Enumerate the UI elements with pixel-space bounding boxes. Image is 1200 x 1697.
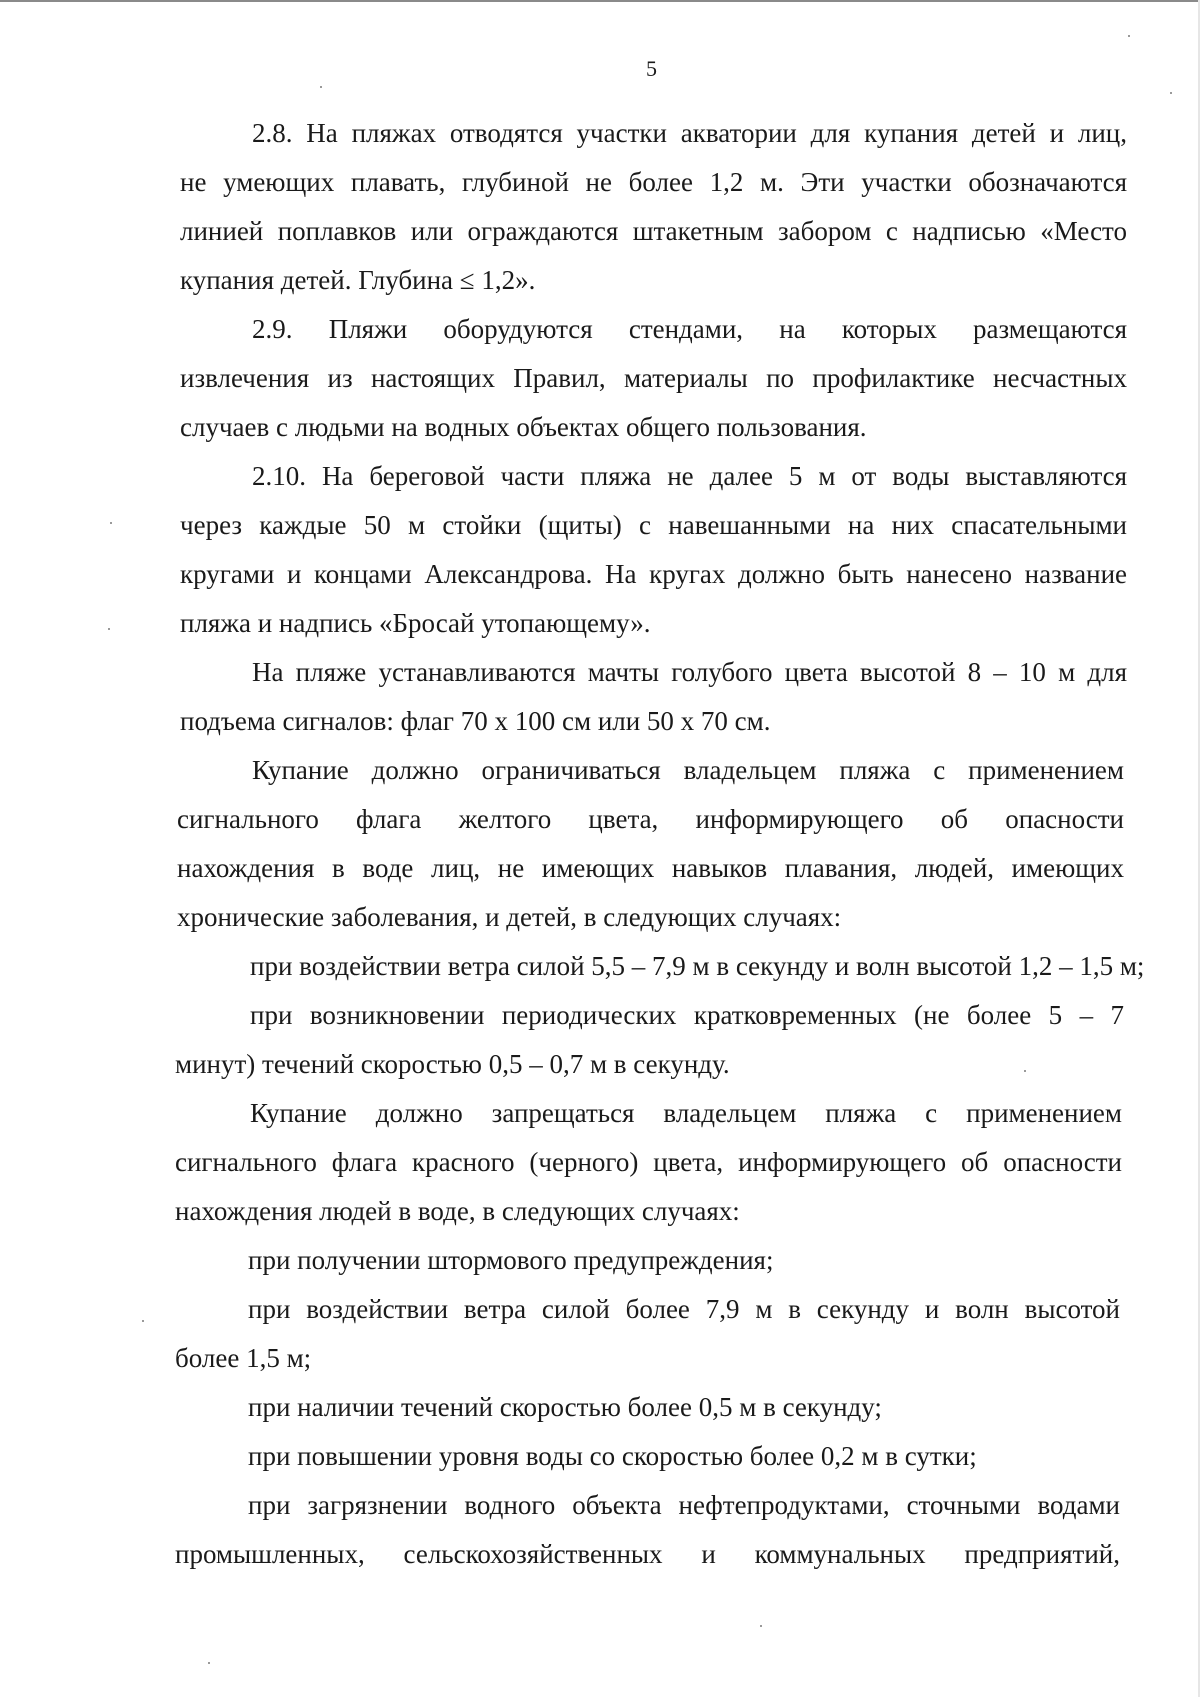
text-line: Купание должно запрещаться владельцем пляжа с применением	[250, 1098, 1122, 1128]
text-line: пляжа и надпись «Бросай утопающему».	[180, 608, 651, 638]
text-line: подъема сигналов: флаг 70 х 100 см или 50 х 70 см.	[180, 706, 771, 736]
text-line: 2.9. Пляжи оборудуются стендами, на которых размещаются	[252, 314, 1127, 344]
scan-speck	[1128, 35, 1130, 37]
text-line: хронические заболевания, и детей, в следующих случаях:	[177, 902, 842, 932]
scan-speck	[320, 86, 322, 88]
top-scan-border	[0, 0, 1200, 2]
text-line: сигнального флага красного (черного) цвета, информирующего об опасности	[175, 1147, 1122, 1177]
text-line: извлечения из настоящих Правил, материалы по профилактике несчастных	[180, 363, 1127, 393]
scan-speck	[1170, 92, 1172, 94]
text-line: 2.10. На береговой части пляжа не далее 5 м от воды выставляются	[252, 461, 1127, 491]
scan-speck	[108, 628, 110, 630]
text-line: Купание должно ограничиваться владельцем пляжа с применением	[252, 755, 1124, 785]
text-line: случаев с людьми на водных объектах общего пользования.	[180, 412, 867, 442]
text-line: при возникновении периодических кратковременных (не более 5 – 7	[250, 1000, 1124, 1030]
text-line: купания детей. Глубина ≤ 1,2».	[180, 265, 536, 295]
text-line: На пляже устанавливаются мачты голубого цвета высотой 8 – 10 м для	[252, 657, 1127, 687]
text-line: промышленных, сельскохозяйственных и коммунальных предприятий,	[175, 1539, 1120, 1569]
text-line: более 1,5 м;	[175, 1343, 312, 1373]
scan-speck	[110, 522, 112, 524]
scan-speck	[760, 1625, 762, 1627]
text-line: нахождения в воде лиц, не имеющих навыков плавания, людей, имеющих	[177, 853, 1124, 883]
text-line: не умеющих плавать, глубиной не более 1,2 м. Эти участки обозначаются	[180, 167, 1127, 197]
text-line: при получении штормового предупреждения;	[248, 1245, 774, 1275]
text-line: сигнального флага желтого цвета, информирующего об опасности	[177, 804, 1124, 834]
text-line: при наличии течений скоростью более 0,5 м в секунду;	[248, 1392, 882, 1422]
text-line: кругами и концами Александрова. На кругах должно быть нанесено название	[180, 559, 1127, 589]
text-line: линией поплавков или ограждаются штакетным забором с надписью «Место	[180, 216, 1127, 246]
page-number: 5	[646, 56, 657, 81]
text-line: при повышении уровня воды со скоростью более 0,2 м в сутки;	[248, 1441, 977, 1471]
text-line: нахождения людей в воде, в следующих случаях:	[175, 1196, 740, 1226]
text-line: при воздействии ветра силой 5,5 – 7,9 м в секунду и волн высотой 1,2 – 1,5 м;	[250, 951, 1145, 981]
text-line: 2.8. На пляжах отводятся участки акватории для купания детей и лиц,	[252, 118, 1127, 148]
scan-speck	[208, 1662, 210, 1664]
scan-speck	[142, 1320, 144, 1322]
scan-speck	[1024, 1070, 1026, 1072]
text-line: минут) течений скоростью 0,5 – 0,7 м в секунду.	[175, 1049, 730, 1079]
text-line: при воздействии ветра силой более 7,9 м в секунду и волн высотой	[248, 1294, 1120, 1324]
text-line: через каждые 50 м стойки (щиты) с навешанными на них спасательными	[180, 510, 1127, 540]
text-line: при загрязнении водного объекта нефтепродуктами, сточными водами	[248, 1490, 1120, 1520]
